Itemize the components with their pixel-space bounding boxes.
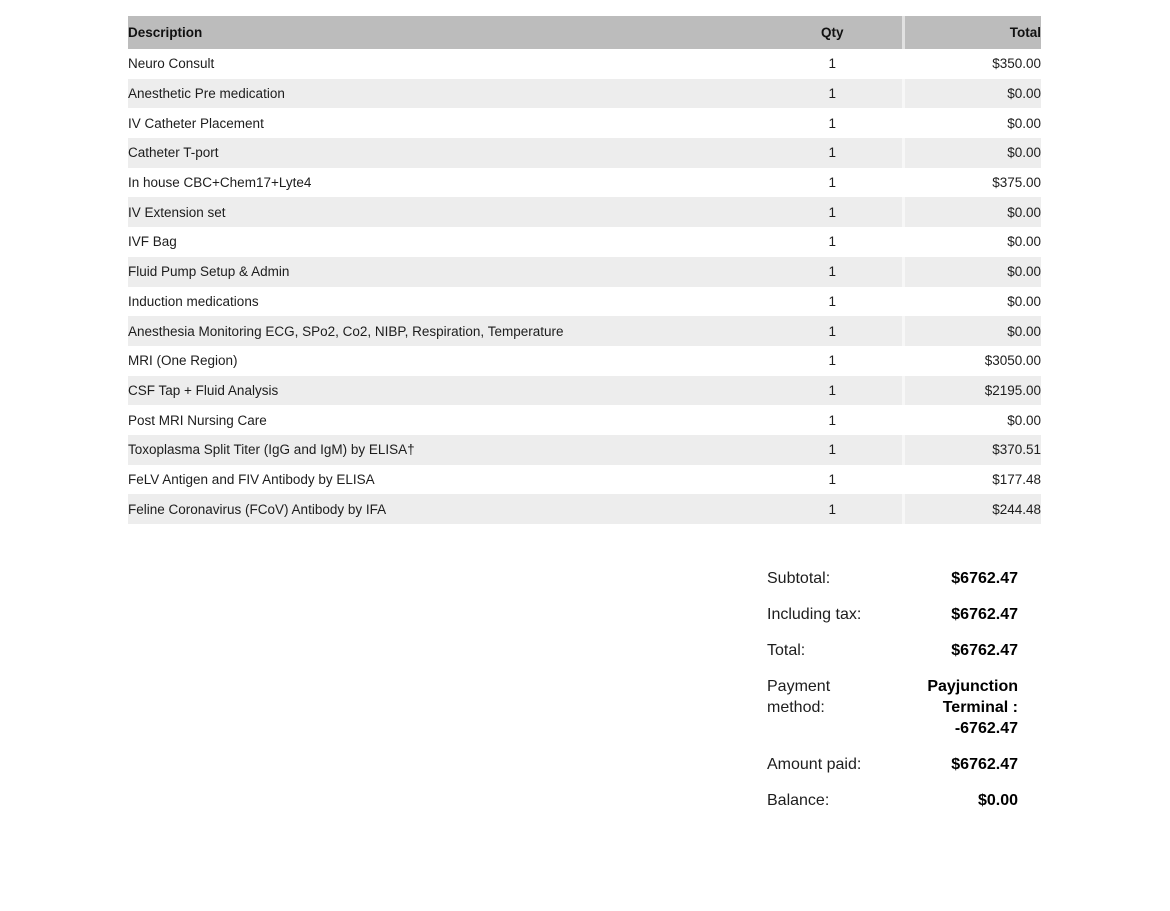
cell-description: Fluid Pump Setup & Admin (128, 257, 763, 287)
table-row (128, 197, 1041, 227)
summary-label-amount-paid: Amount paid: (767, 756, 862, 773)
cell-qty: 1 (763, 49, 903, 79)
column-header-qty: Qty (763, 16, 903, 49)
summary-label-total: Total: (767, 642, 806, 659)
summary-value-payment-method: Payjunction Terminal : -6762.47 (927, 678, 1018, 737)
table-row (128, 465, 1041, 495)
cell-total: $0.00 (903, 287, 1041, 317)
table-row (128, 257, 1041, 287)
cell-description: IV Extension set (128, 197, 763, 227)
cell-qty: 1 (763, 405, 903, 435)
cell-description: Neuro Consult (128, 49, 763, 79)
table-row (128, 346, 1041, 376)
cell-qty: 1 (763, 257, 903, 287)
cell-description: IVF Bag (128, 227, 763, 257)
table-row (128, 376, 1041, 406)
column-header-description: Description (128, 16, 763, 49)
summary-value-amount-paid: $6762.47 (951, 756, 1018, 773)
cell-total: $0.00 (903, 257, 1041, 287)
table-row (128, 79, 1041, 109)
cell-description: Post MRI Nursing Care (128, 405, 763, 435)
summary-label-including-tax: Including tax: (767, 606, 862, 623)
cell-qty: 1 (763, 376, 903, 406)
cell-qty: 1 (763, 108, 903, 138)
table-row (128, 49, 1041, 79)
cell-qty: 1 (763, 435, 903, 465)
summary-row-subtotal (767, 568, 1018, 589)
summary-label-subtotal: Subtotal: (767, 570, 831, 587)
cell-description: In house CBC+Chem17+Lyte4 (128, 168, 763, 198)
cell-qty: 1 (763, 138, 903, 168)
cell-description: MRI (One Region) (128, 346, 763, 376)
cell-qty: 1 (763, 346, 903, 376)
cell-total: $0.00 (903, 108, 1041, 138)
table-header-row (128, 16, 1041, 49)
cell-description: Toxoplasma Split Titer (IgG and IgM) by ELISA† (128, 435, 763, 465)
summary-value-total: $6762.47 (951, 642, 1018, 659)
cell-total: $375.00 (903, 168, 1041, 198)
summary-row-including-tax (767, 604, 1018, 625)
cell-qty: 1 (763, 287, 903, 317)
cell-total: $0.00 (903, 227, 1041, 257)
summary-value-including-tax: $6762.47 (951, 606, 1018, 623)
table-row (128, 227, 1041, 257)
cell-description: CSF Tap + Fluid Analysis (128, 376, 763, 406)
cell-total: $350.00 (903, 49, 1041, 79)
cell-description: FeLV Antigen and FIV Antibody by ELISA (128, 465, 763, 495)
cell-qty: 1 (763, 494, 903, 524)
table-row (128, 168, 1041, 198)
line-items-table (128, 16, 1041, 524)
cell-total: $177.48 (903, 465, 1041, 495)
cell-total: $0.00 (903, 138, 1041, 168)
cell-total: $2195.00 (903, 376, 1041, 406)
table-row (128, 108, 1041, 138)
cell-qty: 1 (763, 79, 903, 109)
cell-qty: 1 (763, 227, 903, 257)
cell-description: Anesthetic Pre medication (128, 79, 763, 109)
table-row (128, 287, 1041, 317)
cell-description: Catheter T-port (128, 138, 763, 168)
summary-label-payment-method: Payment method: (767, 678, 831, 716)
cell-total: $370.51 (903, 435, 1041, 465)
table-row (128, 405, 1041, 435)
cell-description: Anesthesia Monitoring ECG, SPo2, Co2, NIBP, Respiration, Temperature (128, 316, 763, 346)
summary-row-balance (767, 790, 1018, 811)
column-header-total: Total (903, 16, 1041, 49)
summary-label-balance: Balance: (767, 792, 830, 809)
cell-qty: 1 (763, 465, 903, 495)
table-row (128, 494, 1041, 524)
summary-value-balance: $0.00 (977, 792, 1018, 809)
totals-summary (767, 568, 1018, 826)
summary-row-amount-paid (767, 754, 1018, 775)
table-row (128, 316, 1041, 346)
cell-description: IV Catheter Placement (128, 108, 763, 138)
cell-total: $0.00 (903, 79, 1041, 109)
cell-qty: 1 (763, 316, 903, 346)
cell-total: $0.00 (903, 405, 1041, 435)
summary-row-payment-method (767, 676, 1018, 739)
cell-qty: 1 (763, 168, 903, 198)
table-row (128, 138, 1041, 168)
cell-qty: 1 (763, 197, 903, 227)
cell-total: $0.00 (903, 316, 1041, 346)
cell-total: $244.48 (903, 494, 1041, 524)
cell-description: Feline Coronavirus (FCoV) Antibody by IFA (128, 494, 763, 524)
summary-value-subtotal: $6762.47 (951, 570, 1018, 587)
summary-row-total (767, 640, 1018, 661)
cell-description: Induction medications (128, 287, 763, 317)
cell-total: $0.00 (903, 197, 1041, 227)
cell-total: $3050.00 (903, 346, 1041, 376)
table-row (128, 435, 1041, 465)
